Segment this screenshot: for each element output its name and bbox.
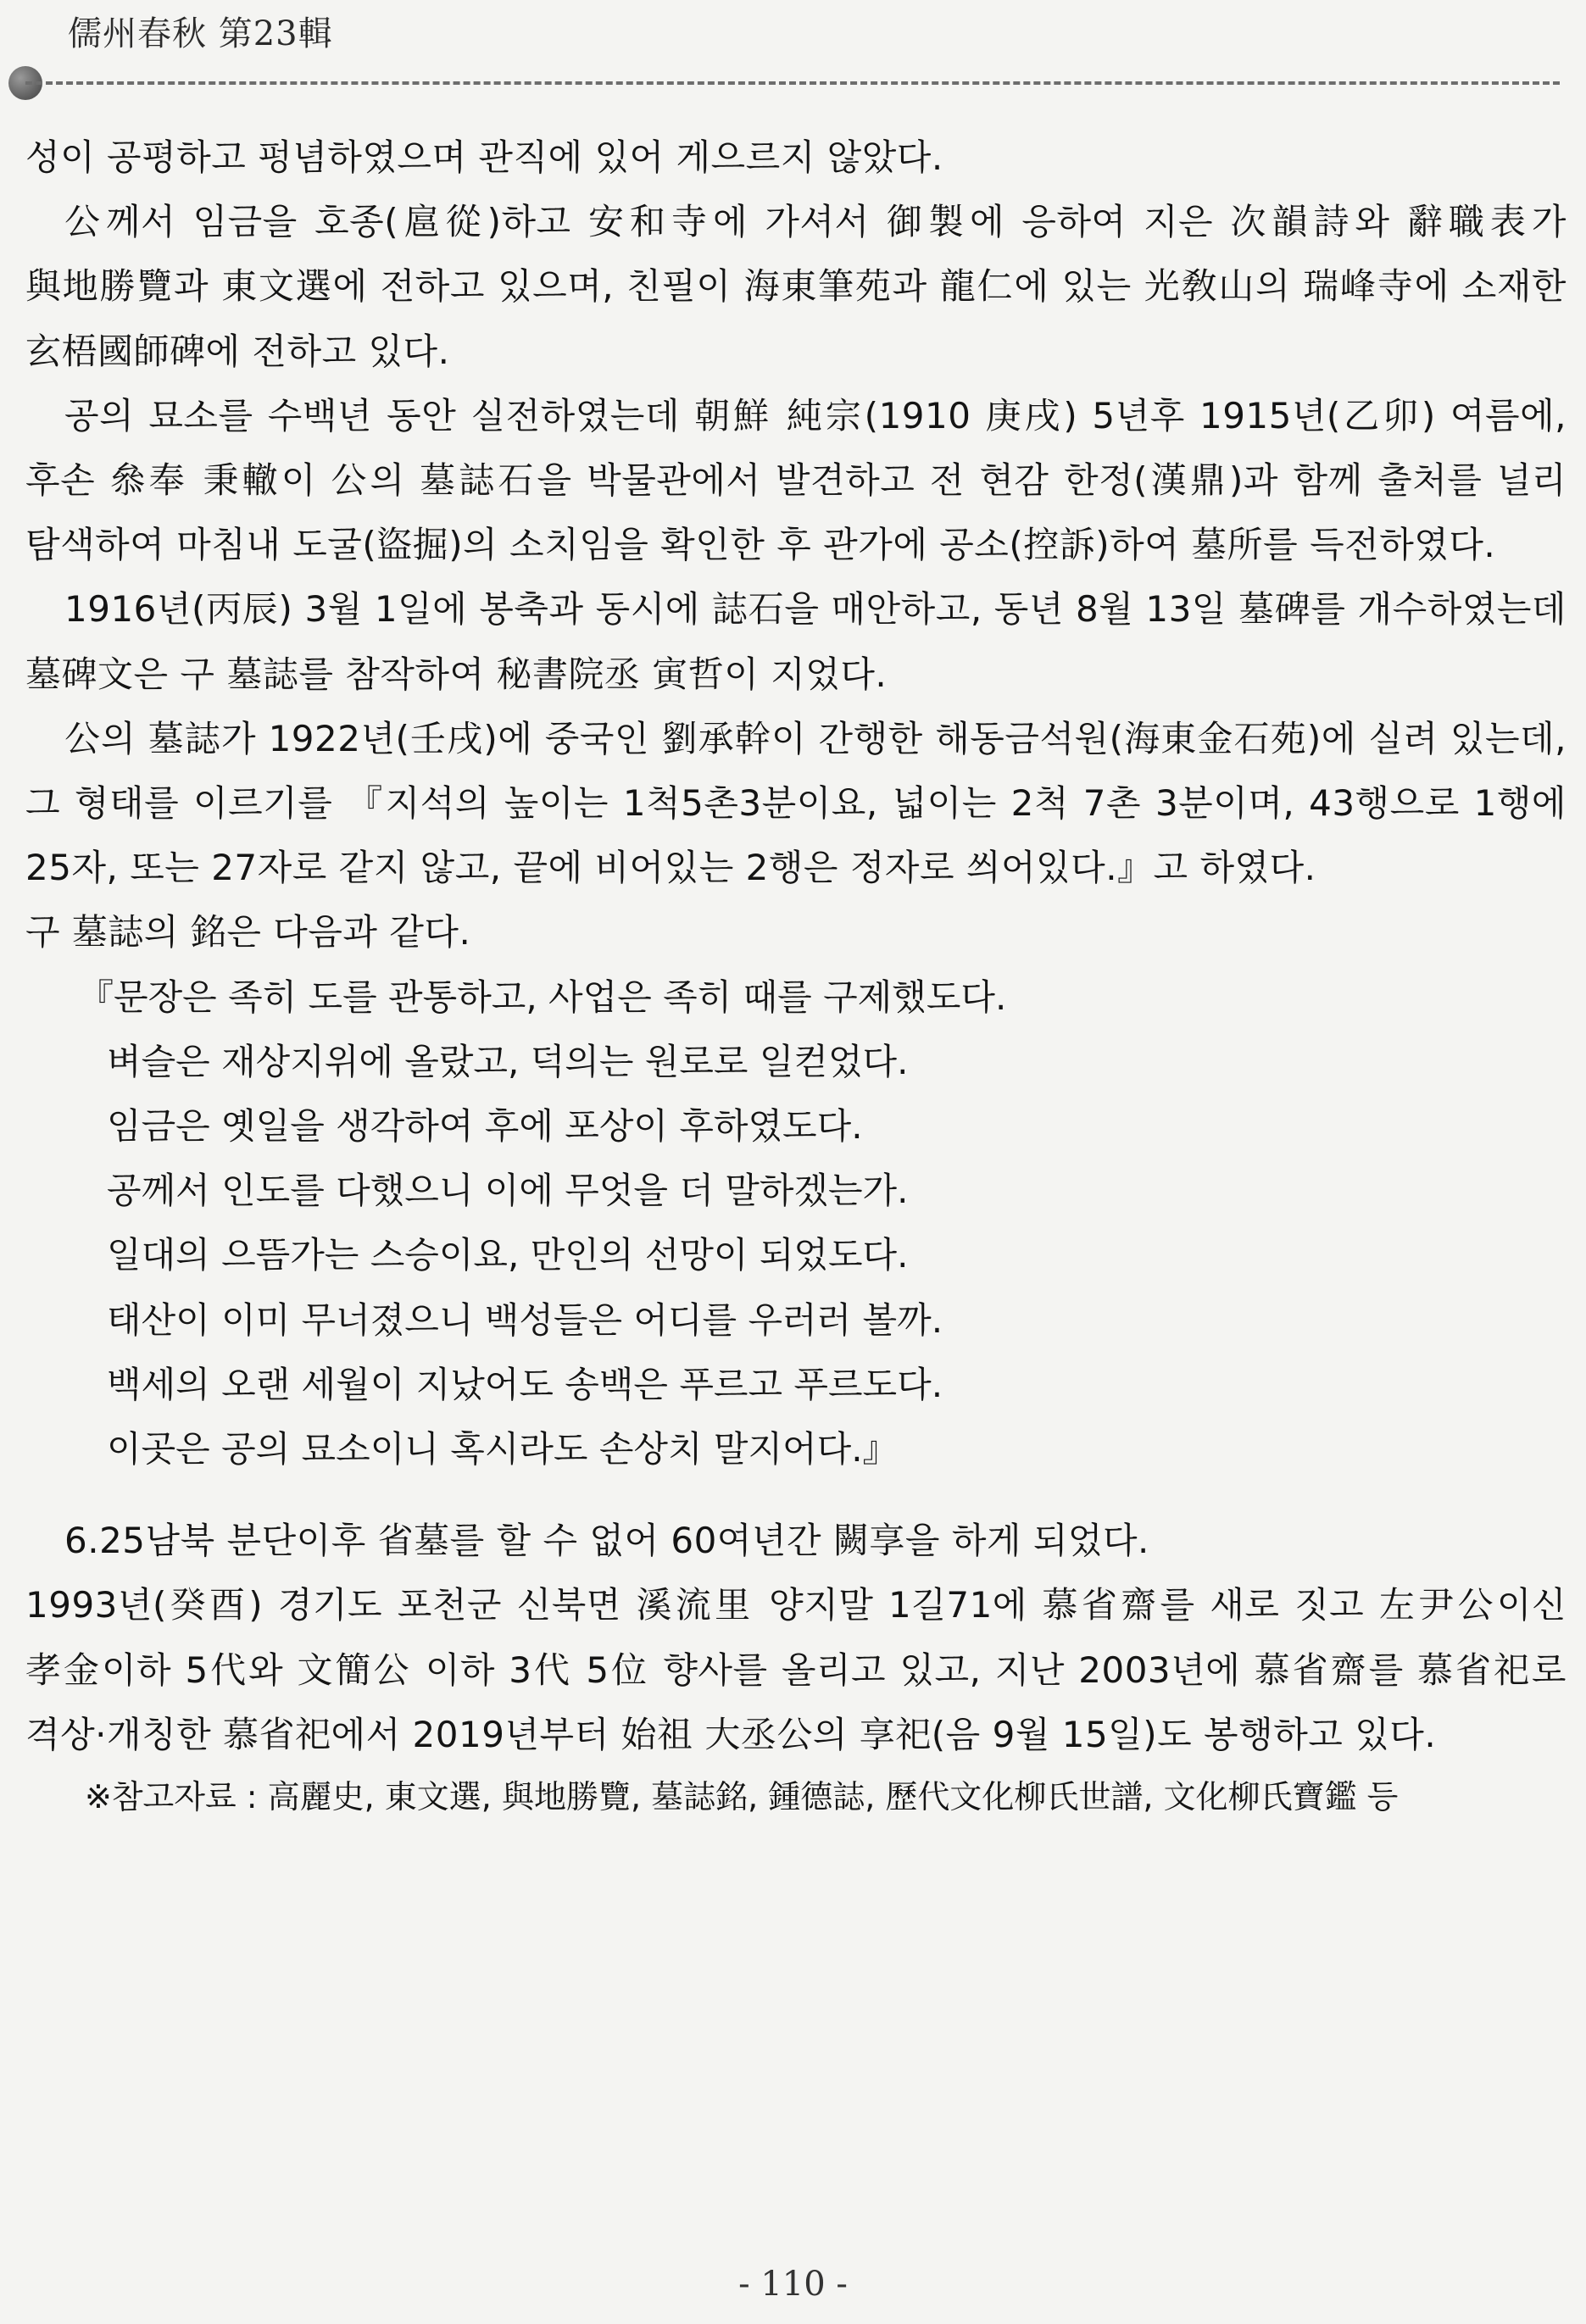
running-header: 儒州春秋 第23輯 <box>68 14 333 53</box>
poem-line: 『문장은 족히 도를 관통하고, 사업은 족히 때를 구제했도다. <box>78 976 1007 1018</box>
poem-line: 백세의 오랜 세월이 지났어도 송백은 푸르고 푸르도다. <box>107 1363 943 1405</box>
paragraph: 1993년(癸酉) 경기도 포천군 신북면 溪流里 양지말 1길71에 慕省齋를 새로 짓고 左尹公이신 孝金이하 5代와 文簡公 이하 3代 5位 향사를 올리고 있고, 지난 2003년에 慕省齋를 慕省祀로 격상·개칭한 慕省祀에서 2019년부터 始祖 大丞公의 享祀(음 9월 15일)도 봉행하고 있다. <box>25 1584 1567 1755</box>
poem-line: 일대의 으뜸가는 스승이요, 만인의 선망이 되었도다. <box>107 1234 909 1276</box>
paragraph: 공의 묘소를 수백년 동안 실전하였는데 朝鮮 純宗(1910 庚戌) 5년후 1915년(乙卯) 여름에, 후손 叅奉 秉轍이 公의 墓誌石을 박물관에서 발견하고 전 현감 한정(漢鼎)과 함께 출처를 널리 탐색하여 마침내 도굴(盜掘)의 소치임을 확인한 후 관가에 공소(控訴)하여 墓所를 득전하였다. <box>25 394 1567 566</box>
paragraph: 구 墓誌의 銘은 다음과 같다. <box>25 911 471 954</box>
inscription-poem <box>25 965 1567 1482</box>
page-number: - 110 - <box>738 2265 848 2304</box>
poem-line: 태산이 이미 무너졌으니 백성들은 어디를 우러러 볼까. <box>107 1298 943 1341</box>
paragraph: 公께서 임금을 호종(扈從)하고 安和寺에 가셔서 御製에 응하여 지은 次韻詩와 辭職表가 與地勝覽과 東文選에 전하고 있으며, 친필이 海東筆苑과 龍仁에 있는 光敎山의 瑞峰寺에 소재한 玄梧國師碑에 전하고 있다. <box>25 201 1567 372</box>
header-divider <box>25 81 1560 85</box>
poem-line: 이곳은 공의 묘소이니 혹시라도 손상치 말지어다.』 <box>107 1428 899 1471</box>
paragraph: 6.25남북 분단이후 省墓를 할 수 없어 60여년간 闕享을 하게 되었다. <box>64 1520 1149 1562</box>
poem-line: 공께서 인도를 다했으니 이에 무엇을 더 말하겠는가. <box>107 1170 909 1212</box>
paragraph: 1916년(丙辰) 3월 1일에 봉축과 동시에 誌石을 매안하고, 동년 8월 13일 墓碑를 개수하였는데 墓碑文은 구 墓誌를 참작하여 秘書院丞 寅哲이 지었다. <box>25 588 1567 695</box>
section-gap <box>25 1482 1567 1509</box>
article-body <box>25 125 1567 1826</box>
poem-line: 임금은 옛일을 생각하여 후에 포상이 후하였도다. <box>107 1105 863 1148</box>
poem-line: 벼슬은 재상지위에 올랐고, 덕의는 원로로 일컫었다. <box>107 1040 909 1082</box>
references-note: ※참고자료 : 高麗史, 東文選, 與地勝覽, 墓誌銘, 鍾德誌, 歷代文化柳氏世譜, 文化柳氏寶鑑 등 <box>85 1778 1399 1816</box>
paragraph: 公의 墓誌가 1922년(壬戌)에 중국인 劉承幹이 간행한 해동금석원(海東金石苑)에 실려 있는데, 그 형태를 이르기를 『지석의 높이는 1척5촌3분이요, 넓이는 2척 7촌 3분이며, 43행으로 1행에 25자, 또는 27자로 같지 않고, 끝에 비어있는 2행은 정자로 씌어있다.』고 하였다. <box>25 717 1567 889</box>
paragraph: 성이 공평하고 펑념하였으며 관직에 있어 게으르지 않았다. <box>25 136 943 178</box>
